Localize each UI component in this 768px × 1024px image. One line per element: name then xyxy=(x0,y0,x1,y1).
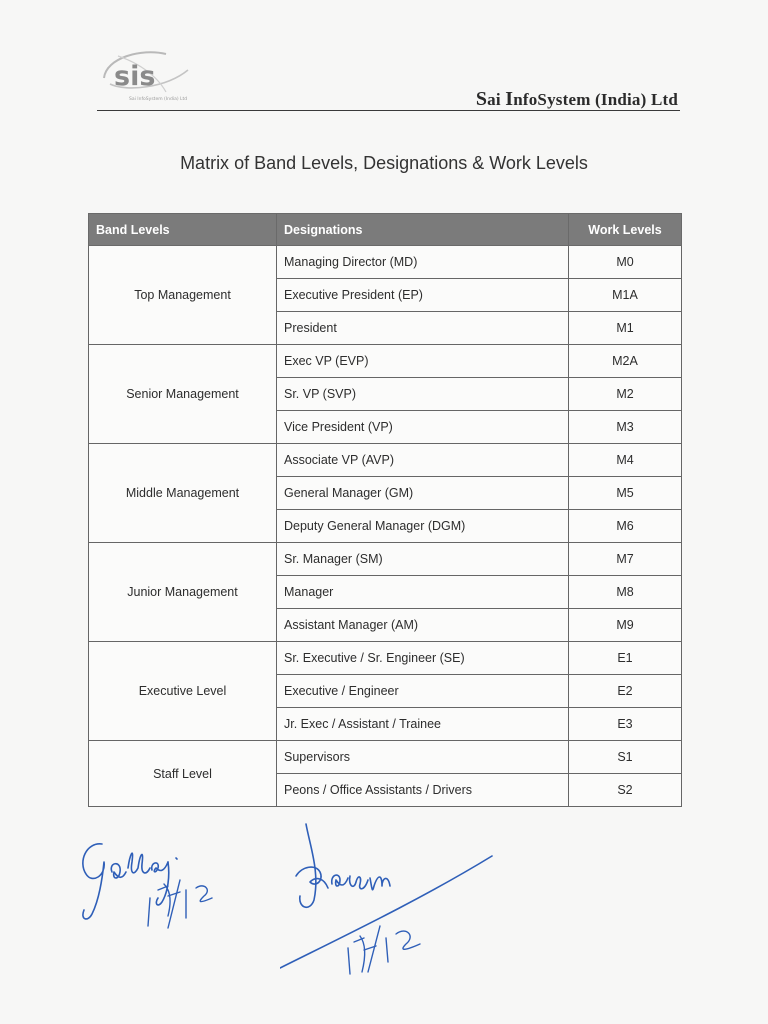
band-cell-staff-level: Staff Level xyxy=(89,741,277,807)
designation-cell: Sr. Executive / Sr. Engineer (SE) xyxy=(277,642,569,675)
designation-cell: Sr. Manager (SM) xyxy=(277,543,569,576)
work-level-cell: M3 xyxy=(569,411,682,444)
work-level-cell: M4 xyxy=(569,444,682,477)
work-level-cell: M9 xyxy=(569,609,682,642)
designation-cell: Executive President (EP) xyxy=(277,279,569,312)
company-logo xyxy=(96,44,206,104)
band-cell-senior-management: Senior Management xyxy=(89,345,277,444)
designation-cell: Associate VP (AVP) xyxy=(277,444,569,477)
designation-cell: Sr. VP (SVP) xyxy=(277,378,569,411)
work-level-cell: M5 xyxy=(569,477,682,510)
company-name: Sai InfoSystem (India) Ltd xyxy=(475,88,678,110)
table-row xyxy=(89,246,682,279)
designation-cell: Managing Director (MD) xyxy=(277,246,569,279)
band-cell-executive-level: Executive Level xyxy=(89,642,277,741)
work-level-cell: M7 xyxy=(569,543,682,576)
work-level-cell: M1A xyxy=(569,279,682,312)
work-level-cell: M6 xyxy=(569,510,682,543)
work-level-cell: M1 xyxy=(569,312,682,345)
column-header-band-levels: Band Levels xyxy=(89,214,277,246)
designation-cell: Jr. Exec / Assistant / Trainee xyxy=(277,708,569,741)
designation-cell: Exec VP (EVP) xyxy=(277,345,569,378)
svg-text:Sai InfoSystem (India) Ltd: Sai InfoSystem (India) Ltd xyxy=(129,97,188,102)
header-divider xyxy=(97,110,680,111)
table-row xyxy=(89,345,682,378)
table-header-row xyxy=(89,214,682,246)
designation-cell: Peons / Office Assistants / Drivers xyxy=(277,774,569,807)
designation-cell: Executive / Engineer xyxy=(277,675,569,708)
sis-logo-icon xyxy=(96,44,206,104)
table-row xyxy=(89,444,682,477)
table-row xyxy=(89,543,682,576)
right-signature-date: 1/7/12 xyxy=(280,816,283,817)
left-signature xyxy=(72,832,242,942)
work-level-cell: M0 xyxy=(569,246,682,279)
designation-cell: Supervisors xyxy=(277,741,569,774)
designation-cell: General Manager (GM) xyxy=(277,477,569,510)
band-cell-middle-management: Middle Management xyxy=(89,444,277,543)
work-level-cell: M2A xyxy=(569,345,682,378)
band-cell-top-management: Top Management xyxy=(89,246,277,345)
svg-text:sis: sis xyxy=(114,61,156,92)
table-row xyxy=(89,741,682,774)
band-level-matrix-table xyxy=(88,213,682,807)
document-title: Matrix of Band Levels, Designations & Work Levels xyxy=(180,153,588,173)
band-cell-junior-management: Junior Management xyxy=(89,543,277,642)
designation-cell: President xyxy=(277,312,569,345)
left-signature-date: 1/7/12 xyxy=(72,832,75,833)
work-level-cell: S1 xyxy=(569,741,682,774)
designation-cell: Vice President (VP) xyxy=(277,411,569,444)
work-level-cell: M8 xyxy=(569,576,682,609)
work-level-cell: E1 xyxy=(569,642,682,675)
work-level-cell: M2 xyxy=(569,378,682,411)
column-header-designations: Designations xyxy=(277,214,569,246)
column-header-work-levels: Work Levels xyxy=(569,214,682,246)
designation-cell: Manager xyxy=(277,576,569,609)
table-row xyxy=(89,642,682,675)
work-level-cell: S2 xyxy=(569,774,682,807)
work-level-cell: E2 xyxy=(569,675,682,708)
designation-cell: Assistant Manager (AM) xyxy=(277,609,569,642)
work-level-cell: E3 xyxy=(569,708,682,741)
right-signature xyxy=(280,816,500,981)
designation-cell: Deputy General Manager (DGM) xyxy=(277,510,569,543)
